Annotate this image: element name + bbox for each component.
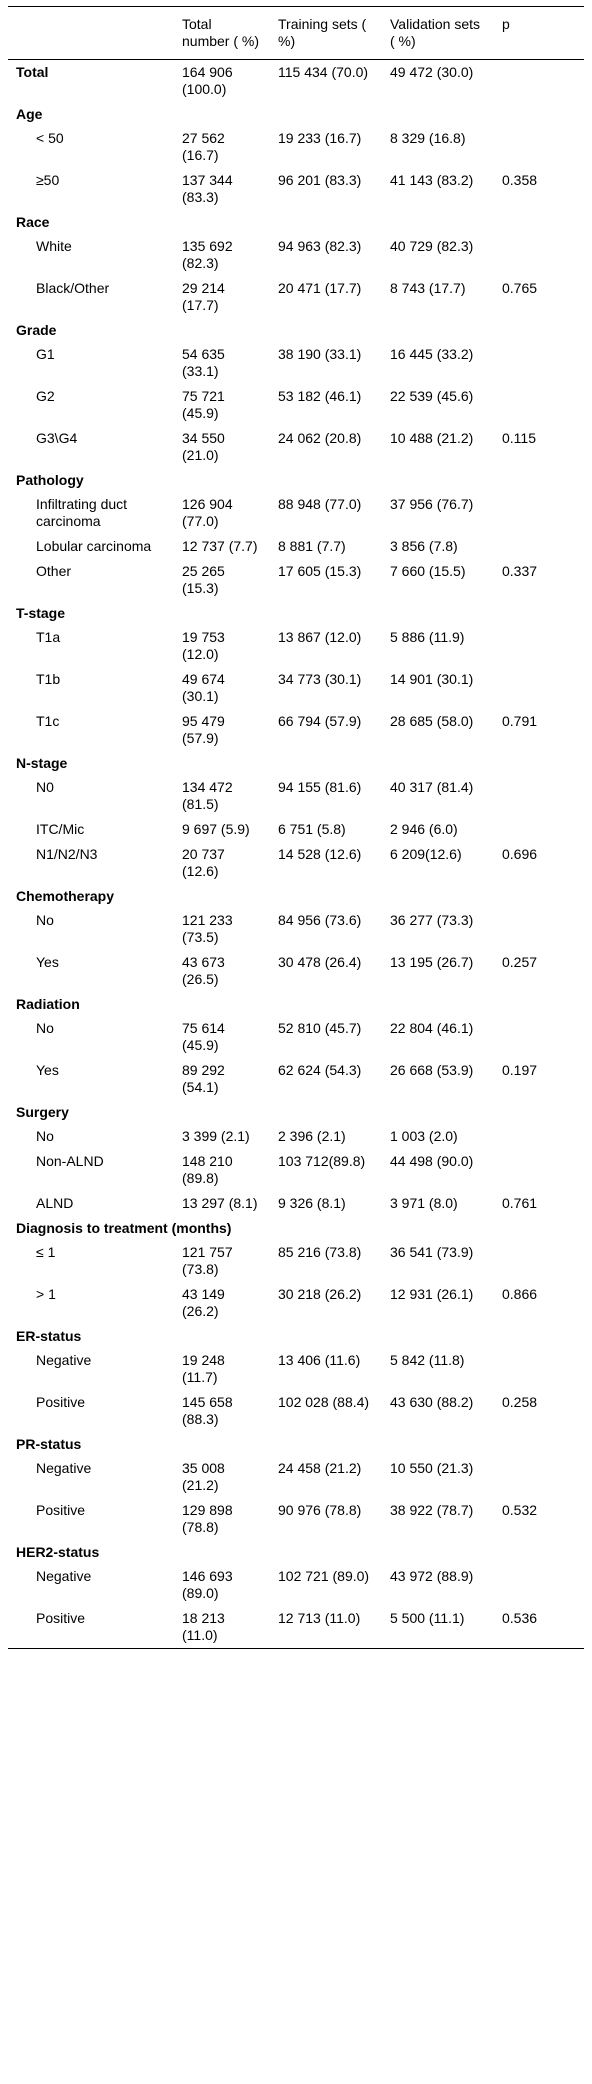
row-label: Positive	[36, 1394, 86, 1410]
section-label: HER2-status	[16, 1544, 100, 1560]
training-sets-cell: 12 713 (11.0)	[270, 1606, 382, 1649]
validation-sets-cell: 16 445 (33.2)	[390, 346, 474, 362]
header-cell-label	[8, 7, 174, 60]
table-row	[8, 1348, 584, 1390]
table-row	[8, 168, 584, 210]
validation-sets-cell: 22 539 (45.6)	[390, 388, 474, 404]
table-row	[8, 559, 584, 601]
p-value-cell	[494, 534, 584, 559]
training-sets-cell: 102 721 (89.0)	[278, 1568, 370, 1584]
row-label: Black/Other	[36, 280, 110, 296]
validation-sets-cell: 1 003 (2.0)	[390, 1128, 458, 1144]
validation-sets-cell: 3 971 (8.0)	[390, 1195, 458, 1211]
table-row	[8, 625, 584, 667]
validation-sets-cell: 2 946 (6.0)	[390, 821, 458, 837]
table-header	[8, 7, 584, 60]
total-number-cell: 89 292 (54.1)	[182, 1062, 225, 1095]
p-value-cell: 0.197	[502, 1062, 538, 1078]
total-number-cell: 43 149 (26.2)	[182, 1286, 225, 1319]
section-header-row	[8, 1540, 584, 1564]
p-value-cell: 0.257	[502, 954, 538, 970]
total-number-cell: 95 479 (57.9)	[182, 713, 225, 746]
section-header-row	[8, 468, 584, 492]
table-row	[8, 1149, 584, 1191]
section-label: Grade	[16, 322, 57, 338]
p-value-cell: 0.536	[494, 1606, 584, 1649]
header-cell-p: p	[494, 7, 584, 60]
validation-sets-cell: 10 488 (21.2)	[390, 430, 474, 446]
p-value-cell: 0.358	[502, 172, 538, 188]
training-sets-cell: 62 624 (54.3)	[278, 1062, 362, 1078]
total-number-cell: 121 757 (73.8)	[182, 1244, 233, 1277]
table-row	[8, 1191, 584, 1216]
row-label: Yes	[36, 954, 59, 970]
total-number-cell: 126 904 (77.0)	[182, 496, 233, 529]
total-number-cell: 9 697 (5.9)	[182, 821, 250, 837]
p-value-cell: 0.532	[502, 1502, 538, 1518]
total-number-cell: 135 692 (82.3)	[182, 238, 233, 271]
section-header-row	[8, 601, 584, 625]
validation-sets-cell: 37 956 (76.7)	[390, 496, 474, 512]
validation-sets-cell: 38 922 (78.7)	[390, 1502, 474, 1518]
table-row	[8, 1390, 584, 1432]
section-label: Chemotherapy	[16, 888, 115, 904]
total-number-cell: 20 737 (12.6)	[182, 846, 225, 879]
row-label: ITC/Mic	[36, 821, 85, 837]
total-number-cell: 27 562 (16.7)	[182, 130, 225, 163]
p-value-cell	[494, 908, 584, 950]
row-label: G3\G4	[36, 430, 78, 446]
total-number-cell: 3 399 (2.1)	[182, 1128, 250, 1144]
validation-sets-cell: 14 901 (30.1)	[390, 671, 474, 687]
row-label: > 1	[36, 1286, 56, 1302]
training-sets-cell: 24 458 (21.2)	[278, 1460, 362, 1476]
row-label: G1	[36, 346, 55, 362]
training-sets-cell: 66 794 (57.9)	[278, 713, 362, 729]
total-number-cell: 43 673 (26.5)	[182, 954, 225, 987]
table-row	[8, 492, 584, 534]
row-label: Negative	[36, 1460, 92, 1476]
row-label: ≤ 1	[36, 1244, 56, 1260]
training-sets-cell: 94 155 (81.6)	[278, 779, 362, 795]
table-row	[8, 342, 584, 384]
p-value-cell: 0.696	[502, 846, 538, 862]
p-value-cell	[494, 1240, 584, 1282]
training-sets-cell: 94 963 (82.3)	[278, 238, 362, 254]
row-label: Non-ALND	[36, 1153, 104, 1169]
header-cell-validation: Validation sets ( %)	[382, 7, 494, 60]
training-sets-cell: 52 810 (45.7)	[278, 1020, 362, 1036]
total-number-cell: 134 472 (81.5)	[182, 779, 233, 812]
header-cell-total: Total number ( %)	[174, 7, 270, 60]
training-sets-cell: 38 190 (33.1)	[278, 346, 362, 362]
training-sets-cell: 19 233 (16.7)	[278, 130, 362, 146]
total-number-cell: 54 635 (33.1)	[182, 346, 225, 379]
p-value-cell: 0.791	[502, 713, 538, 729]
table-body	[8, 60, 584, 1649]
table-row	[8, 1058, 584, 1100]
section-header-row	[8, 992, 584, 1016]
p-value-cell	[494, 492, 584, 534]
total-number-cell: 29 214 (17.7)	[182, 280, 225, 313]
validation-sets-cell: 13 195 (26.7)	[390, 954, 474, 970]
p-value-cell	[494, 384, 584, 426]
section-header-row	[8, 1216, 584, 1240]
row-label: ≥50	[36, 172, 60, 188]
section-label: Surgery	[16, 1104, 69, 1120]
table-row	[8, 1606, 584, 1649]
row-label: N0	[36, 779, 54, 795]
section-header-row	[8, 102, 584, 126]
training-sets-cell: 85 216 (73.8)	[278, 1244, 362, 1260]
training-sets-cell: 88 948 (77.0)	[278, 496, 362, 512]
row-label: T1a	[36, 629, 61, 645]
table-row	[8, 1240, 584, 1282]
row-label: G2	[36, 388, 55, 404]
characteristics-table	[8, 6, 584, 1649]
validation-sets-cell: 10 550 (21.3)	[390, 1460, 474, 1476]
table-row	[8, 1124, 584, 1149]
total-number-cell: 49 674 (30.1)	[182, 671, 225, 704]
p-value-cell	[494, 775, 584, 817]
total-number-cell: 25 265 (15.3)	[182, 563, 225, 596]
validation-sets-cell: 26 668 (53.9)	[390, 1062, 474, 1078]
p-value-cell: 0.115	[502, 430, 536, 446]
validation-sets-cell: 40 317 (81.4)	[390, 779, 474, 795]
p-value-cell: 0.866	[502, 1286, 538, 1302]
total-number-cell: 12 737 (7.7)	[182, 538, 258, 554]
table-row	[8, 1498, 584, 1540]
p-value-cell	[494, 234, 584, 276]
total-number-cell: 148 210 (89.8)	[182, 1153, 233, 1186]
total-number-cell: 145 658 (88.3)	[182, 1394, 233, 1427]
training-sets-cell: 17 605 (15.3)	[278, 563, 362, 579]
total-number-cell: 164 906 (100.0)	[182, 64, 233, 97]
table-row	[8, 667, 584, 709]
row-label: White	[36, 238, 72, 254]
training-sets-cell: 53 182 (46.1)	[278, 388, 362, 404]
p-value-cell: 0.258	[502, 1394, 538, 1410]
section-label: Race	[16, 214, 50, 230]
training-sets-cell: 30 218 (26.2)	[278, 1286, 362, 1302]
section-label: ER-status	[16, 1328, 82, 1344]
section-header-row	[8, 751, 584, 775]
total-number-cell: 19 753 (12.0)	[182, 629, 225, 662]
table-row	[8, 126, 584, 168]
p-value-cell	[494, 1348, 584, 1390]
p-value-cell	[494, 342, 584, 384]
table-row	[8, 709, 584, 751]
table-row	[8, 534, 584, 559]
p-value-cell	[494, 817, 584, 842]
section-header-row	[8, 884, 584, 908]
p-value-cell	[494, 625, 584, 667]
p-value-cell	[494, 667, 584, 709]
training-sets-cell: 2 396 (2.1)	[278, 1128, 346, 1144]
training-sets-cell: 90 976 (78.8)	[278, 1502, 362, 1518]
validation-sets-cell: 6 209(12.6)	[390, 846, 462, 862]
training-sets-cell: 6 751 (5.8)	[278, 821, 346, 837]
validation-sets-cell: 49 472 (30.0)	[390, 64, 474, 80]
validation-sets-cell: 43 630 (88.2)	[390, 1394, 474, 1410]
table-row	[8, 1282, 584, 1324]
section-header-row	[8, 210, 584, 234]
section-label: N-stage	[16, 755, 68, 771]
row-label: Total	[16, 64, 49, 80]
validation-sets-cell: 28 685 (58.0)	[390, 713, 474, 729]
section-label: Age	[16, 106, 43, 122]
section-header-row	[8, 1324, 584, 1348]
validation-sets-cell: 8 329 (16.8)	[390, 130, 466, 146]
row-label: Positive	[36, 1502, 86, 1518]
table-row	[8, 775, 584, 817]
total-number-cell: 35 008 (21.2)	[182, 1460, 225, 1493]
total-number-cell: 75 721 (45.9)	[182, 388, 225, 421]
total-number-cell: 129 898 (78.8)	[182, 1502, 233, 1535]
row-label: Negative	[36, 1352, 92, 1368]
total-number-cell: 121 233 (73.5)	[182, 912, 233, 945]
row-label: T1b	[36, 671, 61, 687]
row-label: No	[36, 912, 54, 928]
section-label: Diagnosis to treatment (months)	[16, 1220, 232, 1236]
p-value-cell: 0.765	[502, 280, 538, 296]
row-label: T1c	[36, 713, 60, 729]
p-value-cell	[494, 1149, 584, 1191]
training-sets-cell: 24 062 (20.8)	[278, 430, 362, 446]
validation-sets-cell: 5 842 (11.8)	[390, 1352, 465, 1368]
section-label: T-stage	[16, 605, 66, 621]
training-sets-cell: 30 478 (26.4)	[278, 954, 362, 970]
training-sets-cell: 102 028 (88.4)	[278, 1394, 370, 1410]
table-row	[8, 817, 584, 842]
p-value-cell	[494, 1564, 584, 1606]
header-cell-training: Training sets ( %)	[270, 7, 382, 60]
training-sets-cell: 34 773 (30.1)	[278, 671, 362, 687]
table-row	[8, 384, 584, 426]
p-value-cell	[494, 1124, 584, 1149]
training-sets-cell: 9 326 (8.1)	[278, 1195, 346, 1211]
row-label: < 50	[36, 130, 64, 146]
total-number-cell: 75 614 (45.9)	[182, 1020, 225, 1053]
table-row	[8, 908, 584, 950]
row-label: ALND	[36, 1195, 74, 1211]
section-label: Pathology	[16, 472, 84, 488]
section-label: PR-status	[16, 1436, 82, 1452]
training-sets-cell: 103 712(89.8)	[278, 1153, 366, 1169]
validation-sets-cell: 44 498 (90.0)	[390, 1153, 474, 1169]
total-number-cell: 34 550 (21.0)	[182, 430, 225, 463]
section-header-row	[8, 318, 584, 342]
row-label: No	[36, 1020, 54, 1036]
row-label: Positive	[8, 1606, 174, 1649]
row-label: Negative	[36, 1568, 92, 1584]
section-header-row	[8, 1100, 584, 1124]
training-sets-cell: 20 471 (17.7)	[278, 280, 362, 296]
training-sets-cell: 8 881 (7.7)	[278, 538, 346, 554]
header-row	[8, 7, 584, 60]
table-row	[8, 1456, 584, 1498]
validation-sets-cell: 5 886 (11.9)	[390, 629, 465, 645]
section-label: Radiation	[16, 996, 80, 1012]
validation-sets-cell: 8 743 (17.7)	[390, 280, 466, 296]
row-label: Infiltrating duct carcinoma	[36, 496, 128, 529]
table-row	[8, 950, 584, 992]
row-label: Yes	[36, 1062, 59, 1078]
p-value-cell	[494, 60, 584, 103]
total-row	[8, 60, 584, 103]
row-label: N1/N2/N3	[36, 846, 98, 862]
validation-sets-cell: 36 541 (73.9)	[390, 1244, 474, 1260]
total-number-cell: 19 248 (11.7)	[182, 1352, 225, 1385]
total-number-cell: 18 213 (11.0)	[174, 1606, 270, 1649]
p-value-cell	[494, 126, 584, 168]
section-header-row	[8, 1432, 584, 1456]
row-label: Other	[36, 563, 72, 579]
validation-sets-cell: 12 931 (26.1)	[390, 1286, 474, 1302]
row-label: No	[36, 1128, 54, 1144]
validation-sets-cell: 3 856 (7.8)	[390, 538, 458, 554]
total-number-cell: 146 693 (89.0)	[182, 1568, 233, 1601]
table-row	[8, 276, 584, 318]
validation-sets-cell: 40 729 (82.3)	[390, 238, 474, 254]
total-number-cell: 137 344 (83.3)	[182, 172, 233, 205]
training-sets-cell: 13 406 (11.6)	[278, 1352, 361, 1368]
p-value-cell	[494, 1016, 584, 1058]
p-value-cell: 0.337	[502, 563, 538, 579]
validation-sets-cell: 22 804 (46.1)	[390, 1020, 474, 1036]
training-sets-cell: 96 201 (83.3)	[278, 172, 362, 188]
validation-sets-cell: 7 660 (15.5)	[390, 563, 466, 579]
validation-sets-cell: 36 277 (73.3)	[390, 912, 474, 928]
table-row	[8, 842, 584, 884]
validation-sets-cell: 43 972 (88.9)	[390, 1568, 474, 1584]
training-sets-cell: 14 528 (12.6)	[278, 846, 362, 862]
table-row	[8, 234, 584, 276]
p-value-cell	[494, 1456, 584, 1498]
row-label: Lobular carcinoma	[36, 538, 152, 554]
table-row	[8, 1016, 584, 1058]
validation-sets-cell: 41 143 (83.2)	[390, 172, 474, 188]
table-row	[8, 426, 584, 468]
p-value-cell: 0.761	[502, 1195, 538, 1211]
table-row	[8, 1564, 584, 1606]
training-sets-cell: 115 434 (70.0)	[278, 64, 369, 80]
training-sets-cell: 84 956 (73.6)	[278, 912, 362, 928]
training-sets-cell: 13 867 (12.0)	[278, 629, 362, 645]
total-number-cell: 13 297 (8.1)	[182, 1195, 258, 1211]
validation-sets-cell: 5 500 (11.1)	[382, 1606, 494, 1649]
